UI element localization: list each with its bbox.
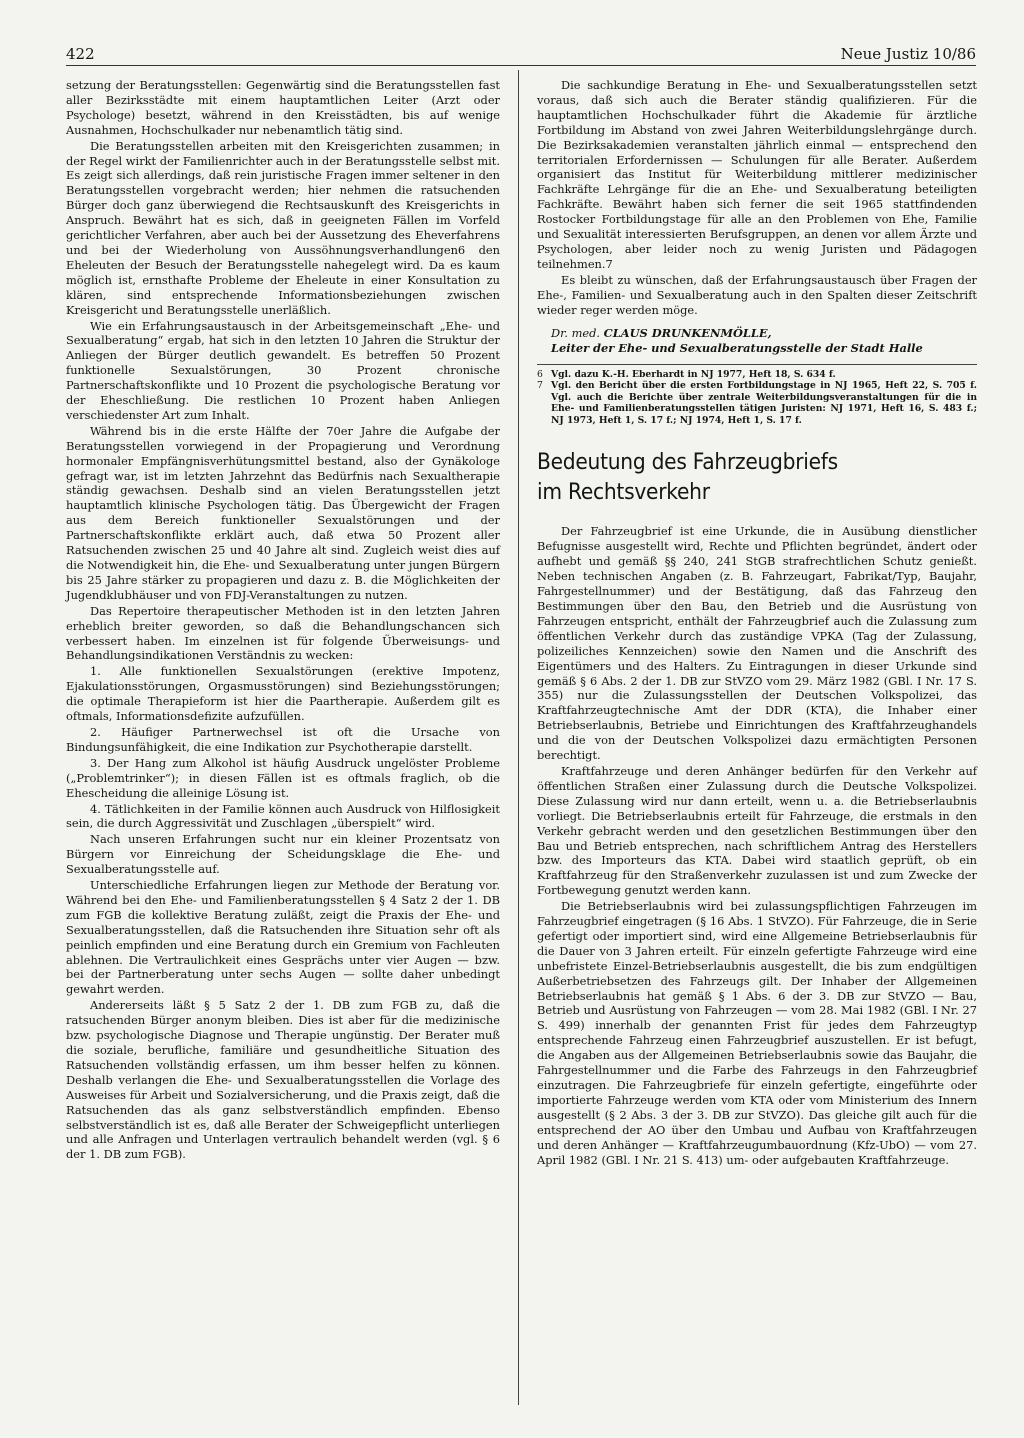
paragraph: Die Beratungsstellen arbeiten mit den Kreisgerichten zusammen; in der Regel wirkt der Familienrichter auch in der Beratungsstelle selbst mit. Es zeigt sich allerdings, daß rein juristische Fragen immer seltener in den Beratungsstellen vorgebracht werden; hier nehmen die ratsuchenden Bürger doch ganz überwiegend die Rechtsauskunft des Kreisgerichts in Anspruch. Bewährt hat es sich, daß in geeigneten Fällen im Vorfeld gerichtlicher Verfahren, aber auch bei der Aussetzung des Eheverfahrens und bei der Wiederholung von Aussöhnungsverhandlungen6 den Eheleuten der Besuch der Beratungsstelle nahegelegt wird. Da es kaum möglich ist, ernsthafte Probleme der Eheleute in einer Konsultation zu klären, sind entsprechende Informationsbeziehungen zwischen Kreisgericht und Beratungsstelle unerläßlich. bbox=[66, 138, 500, 317]
paragraph: Die sachkundige Beratung in Ehe- und Sexualberatungsstellen setzt voraus, daß sich auch die Berater ständig qualifizieren. Für die hauptamtlichen Hochschulkader führt die Akademie für ärztliche Fortbildung im Abstand von zwei Jahren Weiterbildungslehrgänge durch. Die Bezirksakademien veranstalten jährlich einmal — entsprechend den territorialen Erfordernissen — Schulungen für alle Berater. Außerdem organisiert das Institut für Weiterbildung mittlerer medizinischer Fachkräfte Lehrgänge für die an Ehe- und Sexualberatung beteiligten Fachkräfte. Bewährt haben sich ferner die seit 1965 stattfindenden Rostocker Fortbildungstage für alle an den Problemen von Ehe, Familie und Sexualität interessierten Berufsgruppen, an denen vor allem Ärzte und Psychologen, aber leider noch zu wenig Juristen und Pädagogen teilnehmen.7 bbox=[537, 78, 977, 271]
paragraph: setzung der Beratungsstellen: Gegenwärtig sind die Beratungsstellen fast aller Bezirksstädte mit einem hauptamtlichen Leiter (Arzt oder Psychologe) besetzt, während in den Kreisstädten, bis auf wenige Ausnahmen, Hochschulkader nur nebenamtlich tätig sind. bbox=[66, 78, 500, 137]
paragraph: Kraftfahrzeuge und deren Anhänger bedürfen für den Verkehr auf öffentlichen Straßen einer Zulassung durch die Deutsche Volkspolizei. Diese Zulassung wird nur dann erteilt, wenn u. a. die Betriebserlaubnis vorliegt. Die Betriebserlaubnis erteilt für Fahrzeuge, die erstmals in den Verkehr gebracht werden und den gesetzlichen Bestimmungen über den Bau und Betrieb entsprechen, nach schriftlichem Antrag des Herstellers bzw. des Importeurs das KTA. Dabei wird staatlich geprüft, ob ein Kraftfahrzeug für den Straßenverkehr zuzulassen ist und zum Zwecke der Fortbewegung genutzt werden kann. bbox=[537, 763, 977, 898]
footnotes bbox=[537, 369, 977, 427]
paragraph: Das Repertoire therapeutischer Methoden ist in den letzten Jahren erheblich breiter geworden, so daß die Behandlungschancen sich verbessert haben. Im einzelnen ist für folgende Überweisungs- und Behandlungsindikationen Verständnis zu wecken: bbox=[66, 603, 500, 663]
footnote-number: 7 bbox=[537, 380, 543, 392]
paragraph: Andererseits läßt § 5 Satz 2 der 1. DB zum FGB zu, daß die ratsuchenden Bürger anonym bleiben. Dies ist aber für die medizinische bzw. psychologische Diagnose und Therapie ungünstig. Der Berater muß die soziale, berufliche, familiäre und gesundheitliche Situation des Ratsuchenden vollständig erfassen, um ihm besser helfen zu können. Deshalb verlangen die Ehe- und Sexualberatungsstellen die Vorlage des Ausweises für Arbeit und Sozialversicherung, und die Praxis zeigt, daß die Ratsuchenden das als ganz selbstverständlich empfinden. Ebenso selbstverständlich ist es, daß alle Berater der Schweigepflicht unterliegen und alle Anfragen und Unterlagen vertraulich behandelt werden (vgl. § 6 der 1. DB zum FGB). bbox=[66, 998, 500, 1162]
left-column bbox=[66, 78, 500, 1413]
article-title bbox=[537, 448, 942, 508]
footnote-rule bbox=[537, 364, 977, 365]
author-title: Dr. med. bbox=[551, 325, 604, 340]
column-divider bbox=[518, 70, 519, 1405]
article-title-line: Bedeutung des Fahrzeugbriefs bbox=[537, 450, 838, 476]
page-number: 422 bbox=[66, 45, 95, 63]
footnote bbox=[537, 369, 977, 381]
footnote bbox=[537, 380, 977, 426]
paragraph: Es bleibt zu wünschen, daß der Erfahrungsaustausch über Fragen der Ehe-, Familien- und Sexualberatung auch in den Spalten dieser Zeitschrift wieder reger werden möge. bbox=[537, 272, 977, 317]
paragraph: Unterschiedliche Erfahrungen liegen zur Methode der Beratung vor. Während bei den Ehe- und Familienberatungsstellen § 4 Satz 2 der 1. DB zum FGB die kollektive Beratung zuläßt, zeigt die Praxis der Ehe- und Sexualberatungsstellen, daß die Ratsuchenden ihre Situation sehr oft als peinlich empfinden und eine Beratung durch ein Gremium von Fachleuten ablehnen. Die Vertraulichkeit eines Gesprächs unter vier Augen — bzw. bei der Partnerberatung unter sechs Augen — sollte daher unbedingt gewahrt werden. bbox=[66, 878, 500, 997]
paragraph: Wie ein Erfahrungsaustausch in der Arbeitsgemeinschaft „Ehe- und Sexualberatung“ ergab, hat sich in den letzten 10 Jahren die Struktur der Anliegen der Bürger deutlich gewandelt. Es betreffen 50 Prozent funktionelle Sexualstörungen, 30 Prozent chronische Partnerschaftskonflikte und 10 Prozent die psychologische Beratung vor der Eheschließung. Die restlichen 10 Prozent haben Anliegen verschiedenster Art zum Inhalt. bbox=[66, 318, 500, 422]
list-item: 4. Tätlichkeiten in der Familie können auch Ausdruck von Hilflosigkeit sein, die durch Aggressivität und Zuschlagen „überspielt“ wird. bbox=[66, 801, 500, 831]
list-item: 3. Der Hang zum Alkohol ist häufig Ausdruck ungelöster Probleme („Problemtrinker“); in diesen Fällen ist es oftmals fraglich, ob die Ehescheidung die alleinige Lösung ist. bbox=[66, 755, 500, 800]
author-signature bbox=[551, 326, 977, 356]
author-name: CLAUS DRUNKENMÖLLE, bbox=[603, 325, 772, 340]
footnote-text: Vgl. den Bericht über die ersten Fortbildungstage in NJ 1965, Heft 22, S. 705 f. Vgl. auch die Berichte über zentrale Weiterbildungsveranstaltungen für die in Ehe- und Familienberatungsstellen tätigen Juristen: NJ 1971, Heft 16, S. 483 f.; NJ 1973, Heft 1, S. 17 f.; NJ 1974, Heft 1, S. 17 f. bbox=[551, 380, 977, 426]
footnote-text: Vgl. dazu K.-H. Eberhardt in NJ 1977, Heft 18, S. 634 f. bbox=[551, 368, 836, 380]
list-item: 1. Alle funktionellen Sexualstörungen (erektive Impotenz, Ejakulationsstörungen, Orgasmusstörungen) sind Beziehungsstörungen; die optimale Therapieform ist hier die Paartherapie. Außerdem gilt es oftmals, Informationsdefizite aufzufüllen. bbox=[66, 664, 500, 724]
paragraph: Der Fahrzeugbrief ist eine Urkunde, die in Ausübung dienstlicher Befugnisse ausgestellt wird, Rechte und Pflichten begründet, ändert oder aufhebt und gemäß §§ 240, 241 StGB strafrechtlichen Schutz genießt. Neben technischen Angaben (z. B. Fahrzeugart, Fabrikat/Typ, Baujahr, Fahrgestellnummer) und der Bestätigung, daß das Fahrzeug den Bestimmungen über den Bau, den Betrieb und die Ausrüstung von Fahrzeugen entspricht, enthält der Fahrzeugbrief auch die Zulassung zum öffentlichen Verkehr durch das zuständige VPKA (Tag der Zulassung, polizeiliches Kennzeichen) sowie den Namen und die Anschrift des Eigentümers und des Halters. Zu Eintragungen in dieser Urkunde sind gemäß § 6 Abs. 2 der 1. DB zur StVZO vom 29. März 1982 (GBl. I Nr. 17 S. 355) nur die Zulassungsstellen der Deutschen Volkspolizei, das Kraftfahrzeugtechnische Amt der DDR (KTA), die Inhaber einer Betriebserlaubnis, Betriebe und Einrichtungen des Kraftfahrzeughandels und die von der Deutschen Volkspolizei dazu ermächtigten Personen berechtigt. bbox=[537, 524, 977, 763]
right-column bbox=[537, 78, 977, 1413]
list-item: 2. Häufiger Partnerwechsel ist oft die Ursache von Bindungsunfähigkeit, die eine Indikation zur Psychotherapie darstellt. bbox=[66, 724, 500, 754]
footnote-number: 6 bbox=[537, 368, 543, 380]
paragraph: Die Betriebserlaubnis wird bei zulassungspflichtigen Fahrzeugen im Fahrzeugbrief eingetragen (§ 16 Abs. 1 StVZO). Für Fahrzeuge, die in Serie gefertigt oder importiert sind, wird eine Allgemeine Betriebserlaubnis für die Dauer von 3 Jahren erteilt. Für einzeln gefertigte Fahrzeuge wird eine unbefristete Einzel-Betriebserlaubnis ausgestellt, die bis zum endgültigen Außerbetriebsetzen des Fahrzeugs gilt. Der Inhaber der Allgemeinen Betriebserlaubnis hat gemäß § 1 Abs. 6 der 3. DB zur StVZO — Bau, Betrieb und Ausrüstung von Fahrzeugen — vom 28. Mai 1982 (GBl. I Nr. 27 S. 499) innerhalb der genannten Frist für jedes dem Fahrzeugtyp entsprechende Fahrzeug einen Fahrzeugbrief auszustellen. Er ist befugt, die Angaben aus der Allgemeinen Betriebserlaubnis sowie das Baujahr, die Fahrgestellnummer und die Farbe des Fahrzeugs in den Fahrzeugbrief einzutragen. Die Fahrzeugbriefe für einzeln gefertigte, eingeführte oder importierte Fahrzeuge werden vom KTA oder vom Ministerium des Innern ausgestellt (§ 2 Abs. 3 der 3. DB zur StVZO). Das gleiche gilt auch für die entsprechend der AO über den Umbau und Aufbau von Kraftfahrzeugen und deren Anhänger — Kraftfahrzeugumbauordnung (Kfz-UbO) — vom 27. April 1982 (GBl. I Nr. 21 S. 413) um- oder aufgebauten Kraftfahrzeuge. bbox=[537, 899, 977, 1167]
paragraph: Nach unseren Erfahrungen sucht nur ein kleiner Prozentsatz von Bürgern vor Einreichung der Scheidungsklage die Ehe- und Sexualberatungsstelle auf. bbox=[66, 832, 500, 877]
page-header bbox=[66, 45, 976, 66]
article-title-line: im Rechtsverkehr bbox=[537, 480, 710, 506]
author-role: Leiter der Ehe- und Sexualberatungsstelle der Stadt Halle bbox=[551, 340, 923, 355]
paragraph: Während bis in die erste Hälfte der 70er Jahre die Aufgabe der Beratungsstellen vorwiegend in der Propagierung und Verordnung hormonaler Empfängnisverhütungsmittel bestand, also der Gynäkologe gefragt war, ist im letzten Jahrzehnt das Bedürfnis nach Sexualtherapie ständig gewachsen. Deshalb sind an vielen Beratungsstellen jetzt hauptamtlich klinische Psychologen tätig. Das Übergewicht der Fragen aus dem Bereich funktioneller Sexualstörungen und der Partnerschaftskonflikte erklärt auch, daß etwa 50 Prozent aller Ratsuchenden zwischen 25 und 40 Jahre alt sind. Zugleich weist dies auf die Notwendigkeit hin, die Ehe- und Sexualberatung unter jungen Bürgern bis 25 Jahre stärker zu propagieren und dazu z. B. die Möglichkeiten der Jugendklubhäuser und von FDJ-Veranstaltungen zu nutzen. bbox=[66, 423, 500, 602]
journal-issue: Neue Justiz 10/86 bbox=[840, 45, 976, 63]
